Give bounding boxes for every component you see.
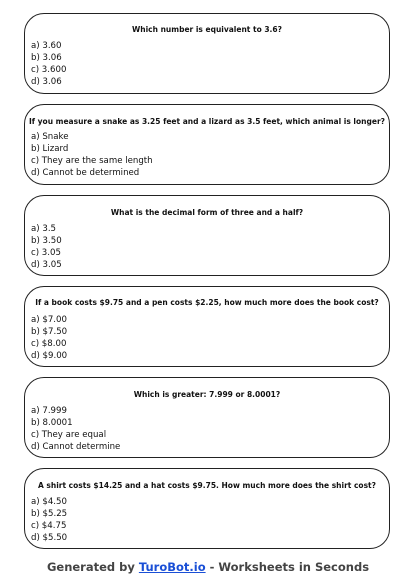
- option: b) 8.0001: [31, 418, 73, 428]
- options-list: [31, 40, 66, 88]
- options-list: [31, 496, 67, 544]
- question-text: A shirt costs $14.25 and a hat costs $9.75. How much more does the shirt cost?: [38, 481, 376, 490]
- question-card: [24, 468, 390, 549]
- option: d) 3.05: [31, 260, 62, 270]
- turobot-link[interactable]: TuroBot.io: [138, 560, 206, 574]
- option: b) Lizard: [31, 144, 69, 154]
- option: b) 3.06: [31, 53, 62, 63]
- question-text: Which number is equivalent to 3.6?: [132, 25, 282, 34]
- option: c) They are the same length: [31, 156, 153, 166]
- question-text: What is the decimal form of three and a half?: [110, 208, 304, 217]
- option: a) $7.00: [31, 315, 67, 325]
- option: a) Snake: [31, 132, 69, 142]
- option: c) 3.600: [31, 65, 67, 75]
- option: a) 3.60: [31, 41, 62, 51]
- option: c) $4.75: [31, 521, 67, 531]
- option: b) 3.50: [31, 236, 62, 246]
- option: a) 3.5: [31, 224, 57, 234]
- question-card: [24, 286, 390, 367]
- option: d) $5.50: [31, 533, 68, 543]
- option: c) 3.05: [31, 248, 61, 258]
- option: d) Cannot be determined: [31, 168, 140, 178]
- option: a) $4.50: [31, 497, 67, 507]
- options-list: [31, 405, 120, 453]
- options-list: [31, 223, 62, 271]
- question-text: If you measure a snake as 3.25 feet and a lizard as 3.5 feet, which animal is longer?: [28, 117, 385, 126]
- option: a) 7.999: [31, 406, 67, 416]
- footer: [0, 560, 416, 574]
- footer-prefix: Generated by: [46, 560, 139, 574]
- question-card: [24, 104, 390, 185]
- option: c) $8.00: [31, 339, 67, 349]
- footer-suffix: - Worksheets in Seconds: [205, 560, 370, 574]
- question-card: [24, 195, 390, 276]
- question-card: [24, 13, 390, 94]
- question-text: Which is greater: 7.999 or 8.0001?: [133, 390, 281, 399]
- option: d) Cannot determine: [31, 442, 121, 452]
- options-list: [31, 314, 67, 362]
- option: c) They are equal: [31, 430, 107, 440]
- options-list: [31, 131, 153, 179]
- option: b) $7.50: [31, 327, 68, 337]
- question-card: [24, 377, 390, 458]
- option: d) $9.00: [31, 351, 68, 361]
- question-text: If a book costs $9.75 and a pen costs $2.25, how much more does the book cost?: [35, 298, 379, 307]
- option: d) 3.06: [31, 77, 62, 87]
- option: b) $5.25: [31, 509, 68, 519]
